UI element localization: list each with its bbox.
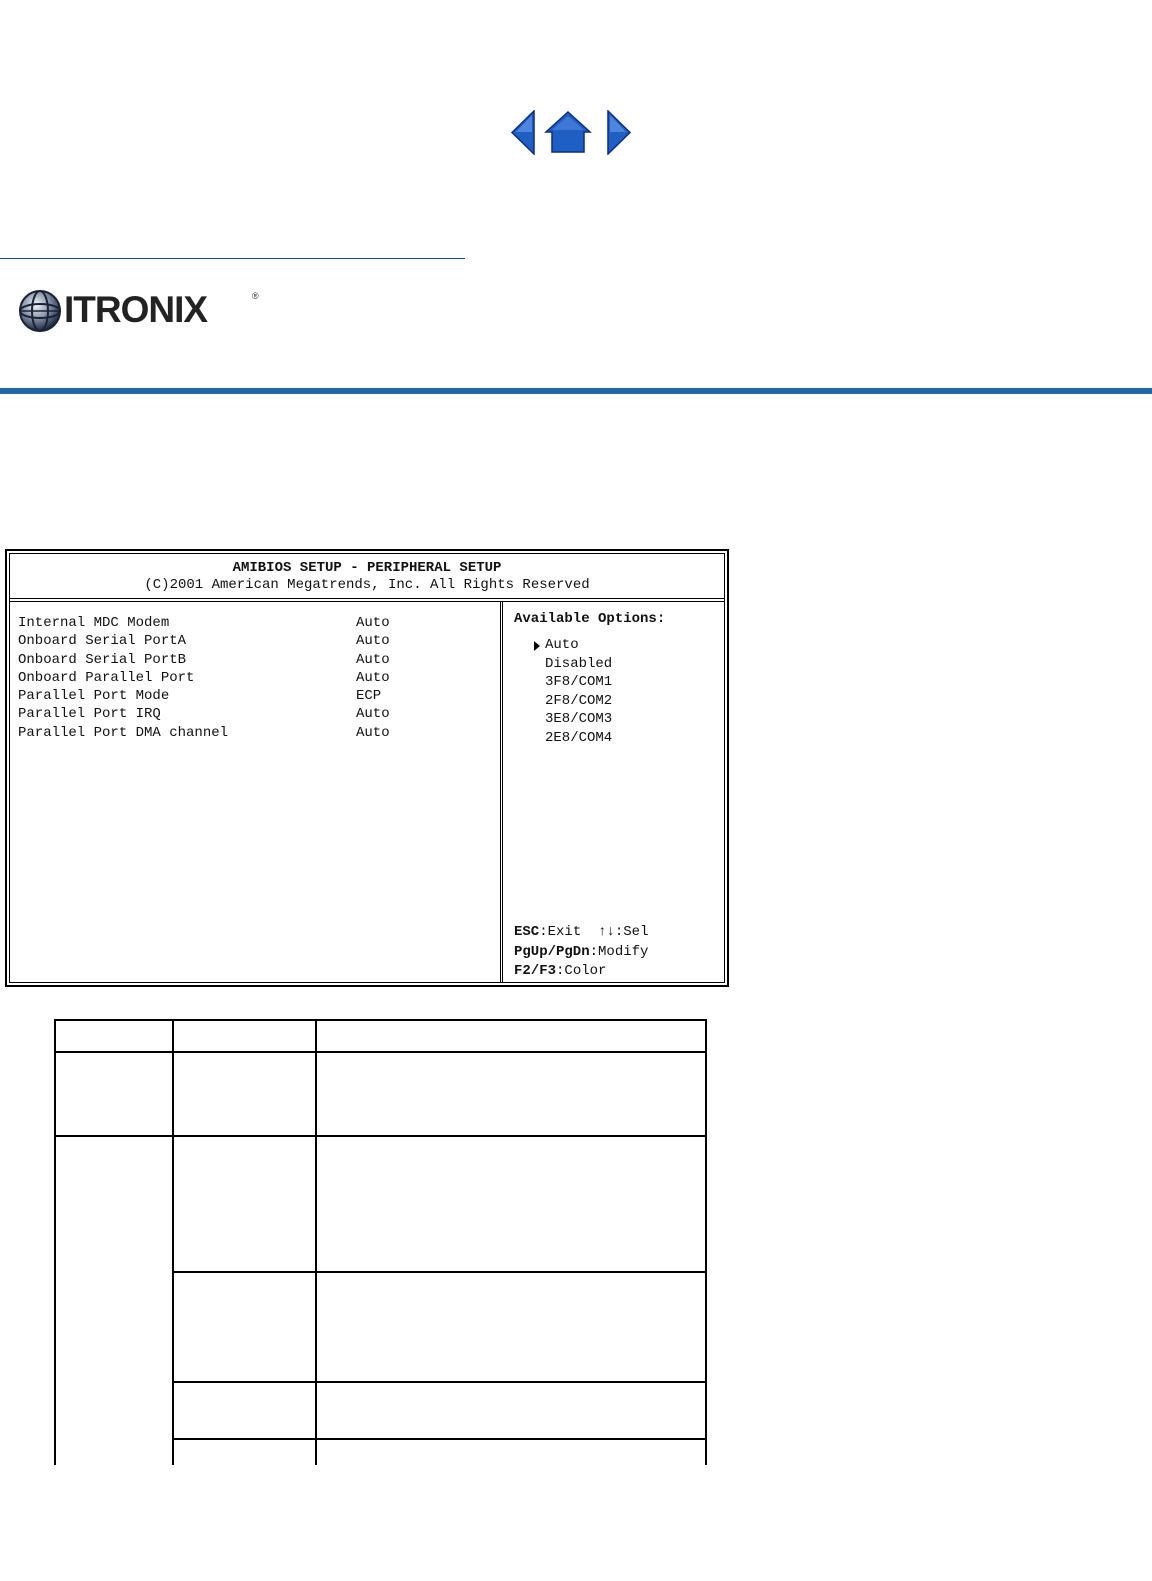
table-row (55, 1136, 706, 1272)
table-cell (316, 1136, 706, 1272)
table-cell (55, 1136, 173, 1465)
options-heading: Available Options: (514, 611, 666, 627)
key-action: :Sel (614, 924, 649, 940)
setting-label: Onboard Serial PortA (18, 633, 187, 650)
setting-label: Parallel Port Mode (18, 688, 170, 705)
key-name: ↑↓ (598, 924, 615, 940)
table-cell (173, 1382, 316, 1439)
bios-copyright: (C)2001 American Megatrends, Inc. All Rights Reserved (144, 577, 590, 593)
key-action: :Exit (539, 924, 582, 940)
table-row (55, 1052, 706, 1136)
setting-label: Parallel Port IRQ (18, 706, 161, 723)
key-action: :Color (556, 963, 607, 979)
table-cell (316, 1052, 706, 1136)
setting-label: Onboard Serial PortB (18, 651, 187, 668)
setting-label: Internal MDC Modem (18, 615, 170, 631)
setting-label: Onboard Parallel Port (18, 669, 195, 686)
table-cell (316, 1382, 706, 1439)
table-cell (55, 1020, 173, 1052)
setting-value: ECP (356, 688, 382, 705)
table-cell (173, 1052, 316, 1136)
setting-value: Auto (356, 615, 390, 631)
table-cell (173, 1439, 316, 1465)
table-row (55, 1020, 706, 1052)
registered-mark: ® (252, 291, 259, 301)
setting-value: Auto (356, 633, 390, 650)
option-label: 3F8/COM1 (545, 674, 613, 690)
settings-description-table (54, 1019, 707, 1465)
table-cell (173, 1272, 316, 1382)
table-cell (316, 1020, 706, 1052)
setting-value: Auto (356, 706, 390, 723)
key-name: PgUp/PgDn (514, 943, 590, 960)
setting-value: Auto (356, 651, 390, 668)
option-label: 3E8/COM3 (545, 711, 613, 727)
table-cell (316, 1439, 706, 1465)
table-cell (173, 1020, 316, 1052)
key-name: F2/F3 (514, 963, 557, 979)
setting-value: Auto (356, 669, 390, 686)
setting-value: Auto (356, 724, 390, 741)
option-label: Disabled (545, 655, 613, 672)
table-cell (316, 1272, 706, 1382)
key-name: ESC (514, 924, 540, 940)
bios-title: AMIBIOS SETUP - PERIPHERAL SETUP (232, 560, 502, 576)
option-label: Auto (545, 637, 579, 653)
setting-label: Parallel Port DMA channel (18, 724, 229, 741)
logo-wordmark: ITRONIX (64, 289, 208, 330)
option-label: 2E8/COM4 (545, 729, 613, 746)
table-cell (173, 1136, 316, 1272)
table-cell (55, 1052, 173, 1136)
option-label: 2F8/COM2 (545, 692, 613, 709)
key-action: :Modify (589, 943, 649, 960)
